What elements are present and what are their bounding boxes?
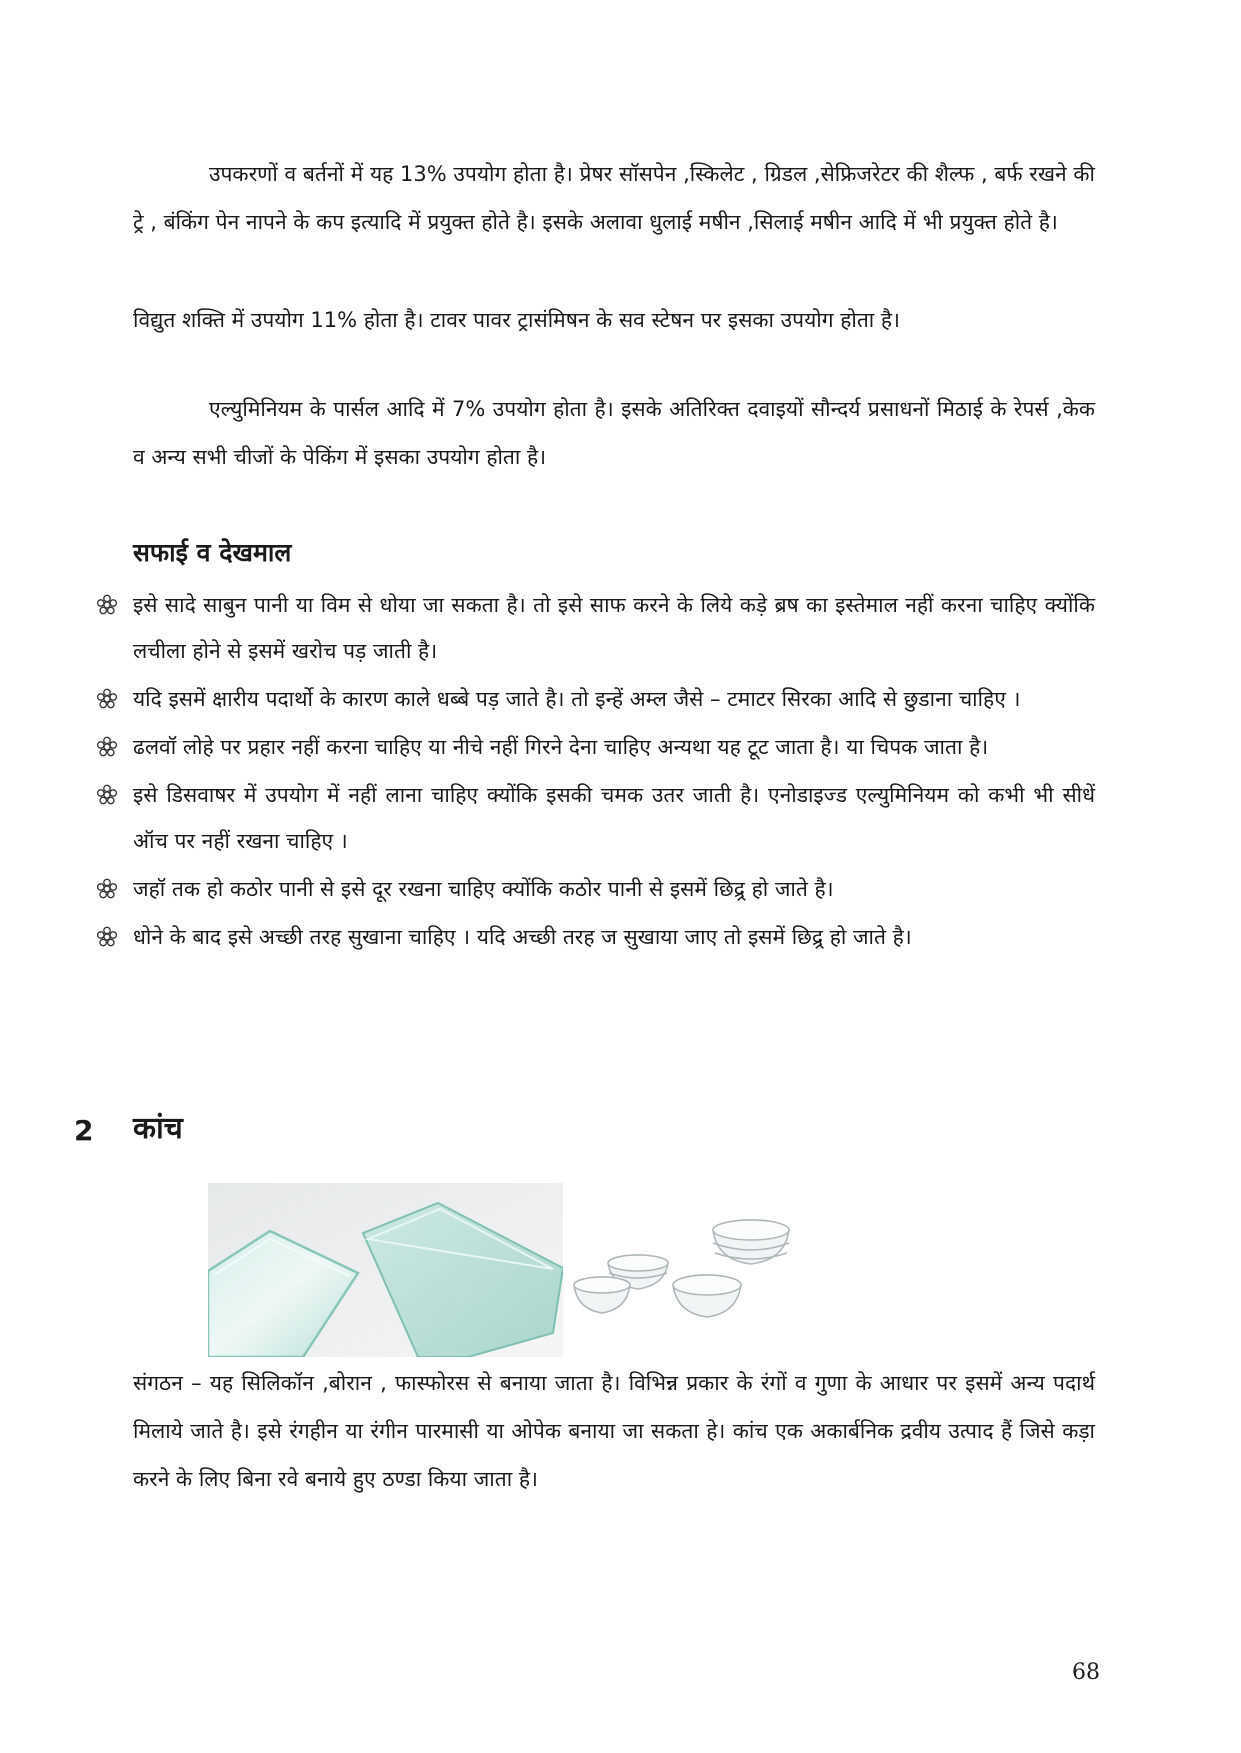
- care-item-6: [96, 914, 1095, 960]
- care-item-text: इसे डिसवाषर में उपयोग में नहीं लाना चाहिए क्योंकि इसकी चमक उतर जाती है। एनोडाइज्ड एल्युमिनियम को कभी भी सीधें ऑच पर नहीं रखना चाहिए ।: [133, 783, 1095, 853]
- glass-plates-photo: [208, 1183, 563, 1357]
- section-number: 2: [74, 1114, 94, 1147]
- intro-paragraph-2: विद्युत शक्ति में उपयोग 11% होता है। टावर पावर ट्रासंमिषन के सव स्टेषन पर इसका उपयोग होता है।: [133, 308, 901, 332]
- section-body: संगठन – यह सिलिकॉन ,बोरान , फास्फोरस से बनाया जाता है। विभिन्न प्रकार के रंगों व गुणा के आधार पर इसमें अन्य पदार्थ मिलाये जाते है। इसे रंगहीन या रंगीन पारमासी या ओपेक बनाया जा सकता हे। कांच एक अकार्बनिक द्रवीय उत्पाद हैं जिसे कड़ा करने के लिए बिना रवे बनाये हुए ठण्डा किया जाता है।: [133, 1371, 1095, 1491]
- flower-icon: [96, 784, 118, 806]
- care-list: [96, 582, 1095, 962]
- care-item-5: [96, 866, 1095, 912]
- flower-icon: [96, 688, 118, 710]
- care-heading: सफाई व देखमाल: [133, 538, 292, 567]
- care-item-text: ढलवॉ लोहे पर प्रहार नहीं करना चाहिए या नीचे नहीं गिरने देना चाहिए अन्यथा यह टूट जाता है। या चिपक जाता है।: [133, 735, 989, 759]
- care-item-text: धोने के बाद इसे अच्छी तरह सुखाना चाहिए । यदि अच्छी तरह ज सुखाया जाए तो इसमें छिद्र्र हो जाते है।: [133, 925, 912, 949]
- page-number: 68: [1072, 1660, 1100, 1685]
- intro-paragraph-3: एल्युमिनियम के पार्सल आदि में 7% उपयोग होता है। इसके अतिरिक्त दवाइयों सौन्दर्य प्रसाधनों मिठाई के रेपर्स ,केक व अन्य सभी चीजों के पेकिंग में इसका उपयोग होता है।: [133, 397, 1095, 469]
- care-item-text: जहॉ तक हो कठोर पानी से इसे दूर रखना चाहिए क्योंकि कठोर पानी से इसमें छिद्र्र हो जाते है।: [133, 877, 834, 901]
- flower-icon: [96, 594, 118, 616]
- care-item-1: [96, 582, 1095, 674]
- flower-icon: [96, 878, 118, 900]
- care-item-3: [96, 724, 1095, 770]
- glass-bowls-photo: [568, 1205, 804, 1325]
- section-title: कांच: [133, 1111, 183, 1146]
- flower-icon: [96, 736, 118, 758]
- care-item-text: यदि इसमें क्षारीय पदार्थो के कारण काले धब्बे पड़ जाते है। तो इन्हें अम्ल जैसे – टमाटर सिरका आदि से छुडाना चाहिए ।: [133, 687, 1021, 711]
- intro-paragraph-1: उपकरणों व बर्तनों में यह 13% उपयोग होता है। प्रेषर सॉसपेन ,स्किलेट , ग्रिडल ,सेफ्रिजरेटर की शैल्फ , बर्फ रखने की ट्रे , बंकिंग पेन नापने के कप इत्यादि में प्रयुक्त होते है। इसके अलावा धुलाई मषीन ,सिलाई मषीन आदि में भी प्रयुक्त होते है।: [133, 162, 1095, 234]
- care-item-text: इसे सादे साबुन पानी या विम से धोया जा सकता है। तो इसे साफ करने के लिये कड़े ब्रष का इस्तेमाल नहीं करना चाहिए क्योंकि लचीला होने से इसमें खरोच पड़ जाती है।: [133, 593, 1095, 663]
- care-item-4: [96, 772, 1095, 864]
- care-item-2: [96, 676, 1095, 722]
- flower-icon: [96, 926, 118, 948]
